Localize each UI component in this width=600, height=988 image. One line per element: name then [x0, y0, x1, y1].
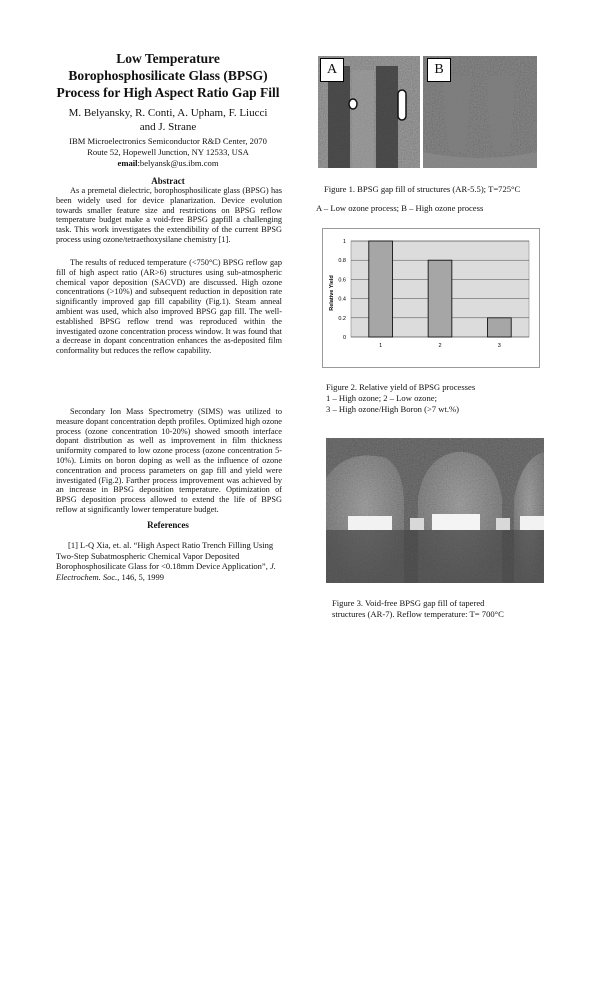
figure-2-caption	[326, 382, 556, 415]
affiliation-line: IBM Microelectronics Semiconductor R&D Center, 2070	[69, 136, 267, 146]
email-label: email	[117, 158, 138, 168]
abstract-paragraph-3: Secondary Ion Mass Spectrometry (SIMS) was utilized to measure dopant concentration depth profiles. Optimized high ozone process (ozone concentration 10-20%) showed smooth interface dopant distribution as well as improvement in film thickness uniformity compared to low ozone process (ozone concentration 5-10%). Limits on boron doping as well as the influence of ozone concentration and process parameters on gap fill and yield were investigated (Fig.2). Farther process improvement was achieved by an increase in BPSG deposition temperature. Optimization of BPSG deposition process allowed to extend the life of BPSG reflow at significantly lower temperature budget.	[56, 407, 282, 514]
figure-1-caption: Figure 1. BPSG gap fill of structures (AR-5.5); T=725°C	[324, 184, 521, 194]
title-line: Process for High Aspect Ratio Gap Fill	[56, 85, 280, 100]
chart-y-ticks	[338, 239, 346, 341]
chart-y-tick-label: 0.4	[338, 296, 346, 303]
figure-3-caption	[332, 598, 562, 620]
authors	[44, 106, 292, 134]
figure-2-caption-line: 3 – High ozone/High Boron (>7 wt.%)	[326, 404, 460, 414]
figure-3-caption-line: structures (AR-7). Reflow temperature: T= 700°C	[332, 609, 504, 619]
references-heading: References	[147, 520, 189, 530]
figure-1-subcaption: A – Low ozone process; B – High ozone process	[316, 203, 484, 213]
chart-y-tick-label: 0.6	[338, 277, 346, 284]
title-line: Low Temperature	[116, 51, 220, 66]
reference-1-text: [1] L-Q Xia, et. al. “High Aspect Ratio Trench Filling Using Two-Step Subatmospheric Chemical Vapor Deposited Borophosphosilicate Glass for <0.18mm Device Application”,	[56, 540, 274, 572]
reference-1-journal: J. Electrochem. Soc.	[56, 561, 276, 582]
authors-line: and J. Strane	[139, 121, 197, 133]
email-address: :belyansk@us.ibm.com	[137, 158, 219, 168]
figure-2-chart	[322, 228, 540, 368]
reference-1	[56, 540, 282, 582]
abstract-paragraph-1: As a premetal dielectric, borophosphosilicate glass (BPSG) has been widely used for device planarization. Device evolution towards smaller feature size and restrictions on BPSG reflow temperature budget make a void-free BPSG gapfill a challenging task. This work investigates the extendibility of the current BPSG process using ozone/tetraethoxysilane chemistry [1].	[56, 186, 282, 244]
figure-3-sem-image	[326, 438, 544, 583]
chart-x-tick-label: 1	[379, 343, 383, 349]
figure-2-caption-line: 1 – High ozone; 2 – Low ozone;	[326, 393, 437, 403]
relative-yield-chart	[323, 229, 539, 367]
chart-x-tick-label: 3	[497, 343, 501, 349]
abstract-paragraph-2: The results of reduced temperature (<750°C) BPSG reflow gap fill of high aspect ratio (AR>6) structures using sub-atmospheric chemical vapor deposition (SACVD) are discussed. High ozone concentrations (>10%) and subsequent reduction in deposition rate significantly improved gap fill capability (Fig.1). Steam anneal ambient was used, which also improved BPSG gap fill. The well-established BPSG reflow trend was reproduced within the investigated ozone concentration process window. It was found that a decrease in dopant concentration enhances the as-deposited film conformality but reduces the reflow capability.	[56, 258, 282, 356]
chart-y-tick-label: 0	[342, 335, 346, 341]
chart-y-axis-label: Relative Yield	[329, 275, 335, 311]
paper-title	[44, 50, 292, 101]
chart-x-tick-label: 2	[438, 343, 442, 349]
chart-bar-3	[487, 318, 511, 337]
figure-1a-sem-image	[318, 56, 420, 168]
chart-y-tick-label: 1	[342, 239, 346, 245]
figure-1b-label: B	[427, 58, 451, 82]
figure-1a-label: A	[320, 58, 344, 82]
figure-3-caption-line: Figure 3. Void-free BPSG gap fill of tapered	[332, 598, 485, 608]
chart-bar-2	[428, 260, 452, 337]
title-line: Borophosphosilicate Glass (BPSG)	[68, 68, 268, 83]
reference-1-tail: , 146, 5, 1999	[117, 571, 165, 582]
affiliation	[44, 136, 292, 169]
chart-bar-1	[369, 241, 393, 337]
chart-y-tick-label: 0.8	[338, 258, 346, 265]
abstract-heading: Abstract	[151, 176, 185, 186]
email-line	[44, 158, 292, 169]
figure-1b-sem-image	[423, 56, 537, 168]
affiliation-line: Route 52, Hopewell Junction, NY 12533, USA	[87, 147, 249, 157]
authors-line: M. Belyansky, R. Conti, A. Upham, F. Liucci	[68, 107, 268, 119]
chart-x-ticks	[379, 343, 501, 349]
figure-2-caption-line: Figure 2. Relative yield of BPSG processes	[326, 382, 476, 392]
chart-y-tick-label: 0.2	[338, 315, 346, 322]
sem-image-c	[326, 438, 544, 583]
